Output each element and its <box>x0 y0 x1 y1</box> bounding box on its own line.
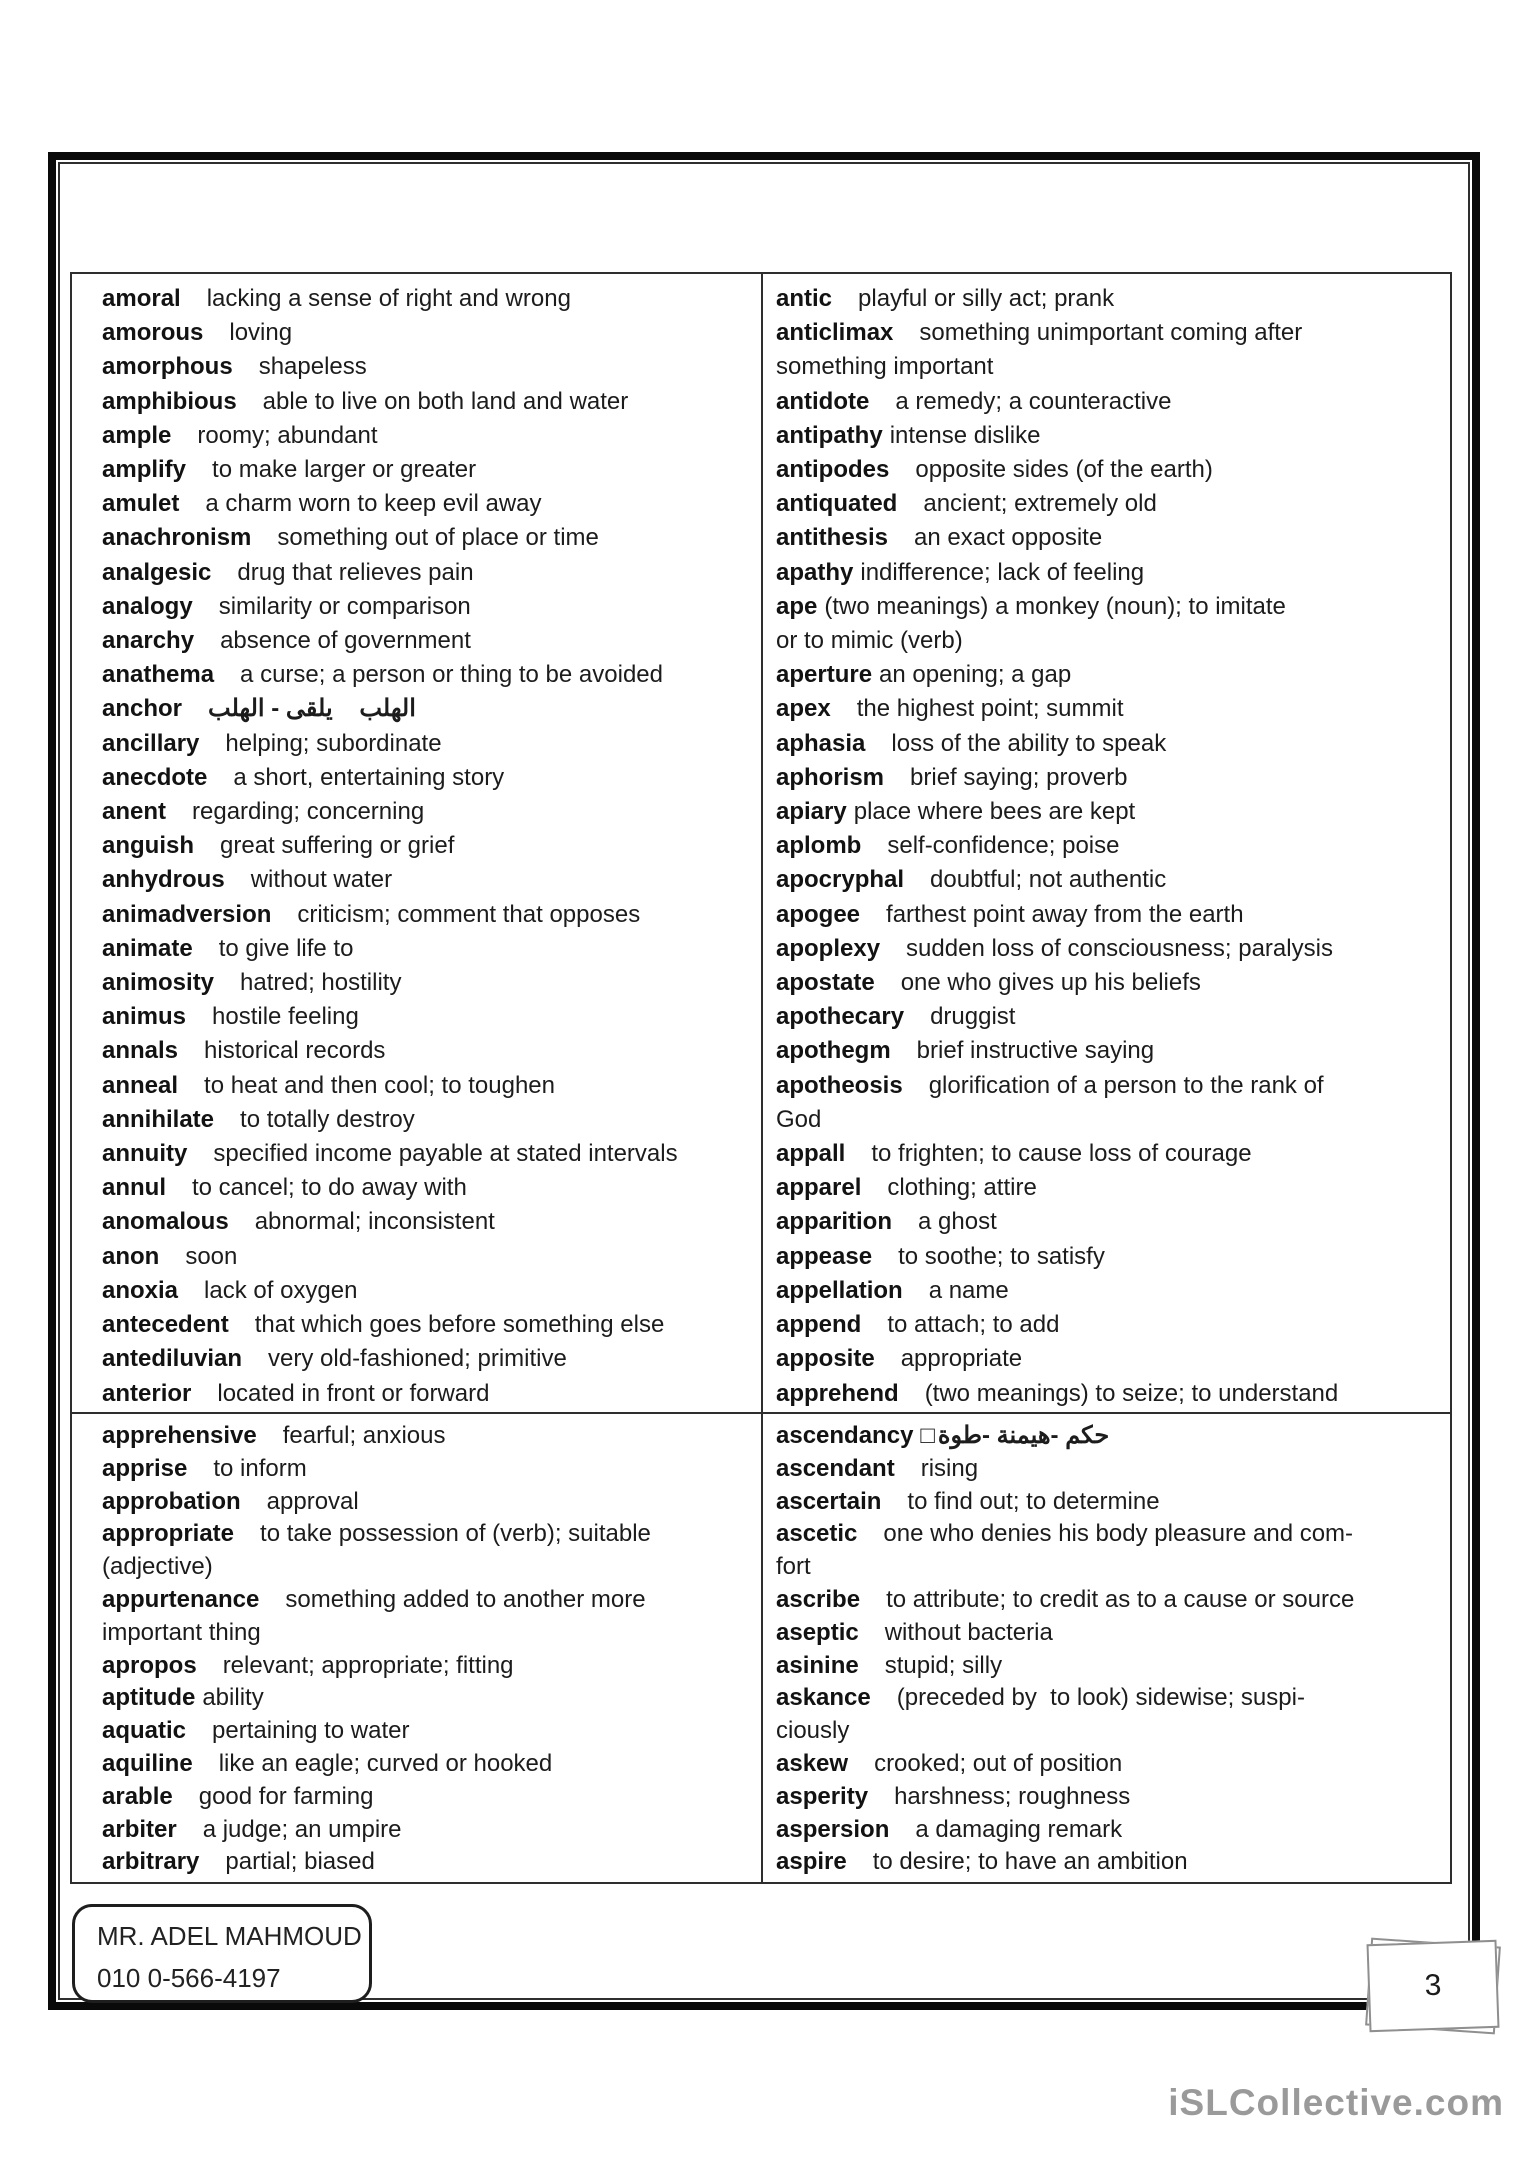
vocab-entry-annul <box>102 1171 755 1205</box>
vocab-entry-aperture <box>776 658 1444 692</box>
vocab-column <box>761 274 1450 1412</box>
vocab-definition: a curse; a person or thing to be avoided <box>240 661 663 689</box>
vocab-definition: approval <box>266 1487 359 1515</box>
vocab-definition: an opening; a gap <box>879 661 1072 689</box>
vocab-entry-anathema <box>102 658 755 692</box>
vocab-term: anachronism <box>102 524 252 552</box>
vocab-term: anoxia <box>102 1276 179 1304</box>
vocab-term: approbation <box>102 1487 241 1515</box>
vocab-term: askew <box>776 1749 849 1777</box>
vocab-entry-apoplexy <box>776 932 1444 966</box>
vocab-definition: ancient; extremely old <box>923 490 1157 518</box>
vocab-definition: like an eagle; curved or hooked <box>218 1749 553 1777</box>
vocab-definition: a ghost <box>918 1208 997 1236</box>
vocab-definition: something unimportant coming after <box>919 319 1303 347</box>
vocab-term: apropos <box>102 1651 197 1679</box>
vocab-term: apotheosis <box>776 1071 903 1099</box>
vocab-term: aquiline <box>102 1749 193 1777</box>
vocab-term: appropriate <box>102 1520 235 1548</box>
vocab-entry-aseptic <box>776 1617 1444 1650</box>
vocab-definition: harshness; roughness <box>894 1782 1131 1810</box>
vocab-term: analgesic <box>102 558 212 586</box>
vocab-term: annihilate <box>102 1105 215 1133</box>
vocab-term: anticlimax <box>776 319 894 347</box>
vocab-column <box>72 1414 761 1882</box>
vocab-definition: playful or silly act; prank <box>858 285 1115 312</box>
vocab-entry-annihilate <box>102 1103 755 1137</box>
vocab-entry-anecdote <box>102 761 755 795</box>
vocab-entry-aspire <box>776 1846 1444 1879</box>
vocab-entry-apocryphal <box>776 863 1444 897</box>
vocab-definition: a charm worn to keep evil away <box>205 490 542 518</box>
vocab-definition: without bacteria <box>884 1618 1053 1646</box>
vocab-term: ancillary <box>102 729 200 757</box>
vocab-term: anathema <box>102 661 215 689</box>
watermark-islcollective: iSLCollective.com <box>1168 2082 1504 2123</box>
vocab-definition-continuation: (adjective) <box>102 1553 213 1581</box>
vocab-term: askance <box>776 1684 871 1712</box>
vocab-term: anterior <box>102 1379 192 1407</box>
vocab-entry-apparel <box>776 1171 1444 1205</box>
vocab-definition: indifference; lack of feeling <box>860 558 1145 586</box>
vocab-definition: opposite sides (of the earth) <box>915 456 1213 484</box>
vocab-term: animus <box>102 1003 187 1031</box>
vocab-entry-asinine <box>776 1650 1444 1683</box>
vocab-entry-approbation <box>102 1486 755 1519</box>
vocab-term: ascribe <box>776 1585 861 1613</box>
vocab-definition: one who denies his body pleasure and com- <box>883 1520 1354 1548</box>
vocab-entry-analogy <box>102 590 755 624</box>
vocab-entry-anomalous <box>102 1205 755 1239</box>
vocab-table-1 <box>70 272 1452 1414</box>
vocab-entry-arbitrary <box>102 1846 755 1879</box>
vocab-term: apothegm <box>776 1037 891 1065</box>
vocab-entry-appellation <box>776 1274 1444 1308</box>
vocab-term: appall <box>776 1140 846 1168</box>
vocab-term: amulet <box>102 490 180 518</box>
vocab-definition: rising <box>920 1454 979 1482</box>
vocab-definition: criticism; comment that opposes <box>297 900 641 928</box>
vocab-entry-apogee <box>776 898 1444 932</box>
vocab-column <box>72 274 761 1412</box>
vocab-definition-continuation: something important <box>776 353 994 381</box>
vocab-definition: brief instructive saying <box>916 1037 1155 1065</box>
vocab-entry-antithesis <box>776 521 1444 555</box>
vocab-term: antecedent <box>102 1311 229 1339</box>
vocab-entry-antediluvian <box>102 1342 755 1376</box>
vocab-definition: clothing; attire <box>887 1174 1037 1202</box>
vocab-term: ascendancy <box>776 1422 914 1449</box>
vocab-entry-appease <box>776 1240 1444 1274</box>
vocab-term: arbitrary <box>102 1848 200 1876</box>
vocab-entry-apprehend <box>776 1377 1444 1411</box>
teacher-info-box <box>72 1904 372 2003</box>
vocab-definition: relevant; appropriate; fitting <box>222 1651 514 1679</box>
vocab-term: apposite <box>776 1345 875 1373</box>
vocab-entry-apparition <box>776 1205 1444 1239</box>
vocab-entry-amphibious <box>102 385 755 419</box>
vocab-entry-animate <box>102 932 755 966</box>
vocab-definition: الهلب يلقى - الهلب <box>208 695 416 723</box>
vocab-definition: located in front or forward <box>217 1379 490 1407</box>
vocab-definition: (preceded by to look) sidewise; suspi- <box>896 1684 1305 1712</box>
vocab-term: apiary <box>776 798 847 826</box>
vocab-entry-apothecary <box>776 1000 1444 1034</box>
vocab-entry-antiquated <box>776 487 1444 521</box>
vocab-definition: lacking a sense of right and wrong <box>206 285 571 312</box>
vocab-term: apothecary <box>776 1003 905 1031</box>
vocab-term: apprehend <box>776 1379 899 1407</box>
vocab-entry-apprise <box>102 1453 755 1486</box>
vocab-definition: crooked; out of position <box>874 1749 1123 1777</box>
vocab-entry-anterior <box>102 1377 755 1411</box>
vocab-term: aphasia <box>776 729 866 757</box>
vocab-term: anguish <box>102 832 195 860</box>
vocab-entry-aphasia <box>776 727 1444 761</box>
vocab-definition: able to live on both land and water <box>262 387 629 415</box>
vocab-definition: intense dislike <box>889 421 1041 449</box>
vocab-entry-animus <box>102 1000 755 1034</box>
vocab-term: antidote <box>776 387 870 415</box>
vocab-definition: one who gives up his beliefs <box>900 969 1201 997</box>
vocab-term: aphorism <box>776 763 885 791</box>
vocab-term: aperture <box>776 661 873 689</box>
vocab-entry-apiary <box>776 795 1444 829</box>
vocab-definition: partial; biased <box>225 1848 375 1876</box>
vocab-term: analogy <box>102 592 193 620</box>
vocab-term: apocryphal <box>776 866 905 894</box>
vocab-entry-amplify <box>102 453 755 487</box>
vocab-definition: hostile feeling <box>212 1003 359 1031</box>
vocab-entry-append <box>776 1308 1444 1342</box>
vocab-term: asinine <box>776 1651 859 1679</box>
vocab-entry-aquiline <box>102 1748 755 1781</box>
vocab-term: apostate <box>776 969 875 997</box>
vocab-term: amplify <box>102 456 187 484</box>
vocab-definition: roomy; abundant <box>197 421 378 449</box>
vocab-term: anarchy <box>102 627 195 655</box>
page-number: 3 <box>1424 1968 1442 2003</box>
vocab-definition: doubtful; not authentic <box>930 866 1167 894</box>
vocab-definition: to soothe; to satisfy <box>898 1242 1105 1270</box>
vocab-term: amphibious <box>102 387 237 415</box>
vocab-entry-apropos <box>102 1650 755 1683</box>
vocab-entry-annuity <box>102 1137 755 1171</box>
vocab-entry-analgesic <box>102 556 755 590</box>
vocab-term: antipodes <box>776 456 890 484</box>
vocab-term: apathy <box>776 558 854 586</box>
vocab-term: aptitude <box>102 1684 196 1712</box>
vocab-definition: to give life to <box>218 934 354 962</box>
vocab-table-2 <box>70 1412 1452 1884</box>
vocab-definition: shapeless <box>258 353 367 381</box>
vocab-entry-anoxia <box>102 1274 755 1308</box>
vocab-term: amorphous <box>102 353 233 381</box>
vocab-entry-asperity <box>776 1781 1444 1814</box>
vocab-entry-arbiter <box>102 1814 755 1847</box>
vocab-definition: great suffering or grief <box>220 832 455 860</box>
vocab-definition: historical records <box>204 1037 386 1065</box>
vocab-term: antiquated <box>776 490 898 518</box>
vocab-definition: that which goes before something else <box>254 1311 665 1339</box>
vocab-definition: to cancel; to do away with <box>192 1174 467 1202</box>
vocab-entry-ascertain <box>776 1486 1444 1519</box>
vocab-definition: to frighten; to cause loss of courage <box>871 1140 1252 1168</box>
vocab-entry-apex <box>776 692 1444 726</box>
vocab-entry-ascendant <box>776 1453 1444 1486</box>
vocab-definition: a name <box>928 1276 1009 1304</box>
vocab-definition: stupid; silly <box>884 1651 1003 1679</box>
vocab-definition: helping; subordinate <box>225 729 442 757</box>
vocab-term: apparel <box>776 1174 862 1202</box>
vocab-entry-apothegm <box>776 1034 1444 1068</box>
vocab-entry-antecedent <box>102 1308 755 1342</box>
vocab-term: anon <box>102 1242 160 1270</box>
vocab-definition: the highest point; summit <box>856 695 1124 723</box>
vocab-column <box>761 1414 1450 1882</box>
vocab-definition: fearful; anxious <box>282 1422 446 1449</box>
vocab-term: ascendant <box>776 1454 895 1482</box>
vocab-term: aplomb <box>776 832 862 860</box>
vocab-term: annuity <box>102 1140 188 1168</box>
vocab-entry-apostate <box>776 966 1444 1000</box>
missing-glyph-box: □ <box>920 1422 935 1449</box>
vocab-entry-apotheosis <box>776 1069 1444 1103</box>
vocab-entry-anhydrous <box>102 863 755 897</box>
vocab-definition: a remedy; a counteractive <box>895 387 1172 415</box>
vocab-entry-anon <box>102 1240 755 1274</box>
vocab-entry-animadversion <box>102 898 755 932</box>
vocab-definition: pertaining to water <box>212 1717 410 1745</box>
vocab-entry-apposite <box>776 1342 1444 1376</box>
vocab-definition: (two meanings) a monkey (noun); to imitate <box>824 592 1286 620</box>
vocab-term: amoral <box>102 285 181 312</box>
vocab-definition: to find out; to determine <box>907 1487 1160 1515</box>
vocab-entry-antic <box>776 282 1444 316</box>
vocab-definition-continuation: important thing <box>102 1618 261 1646</box>
vocab-term: apoplexy <box>776 934 881 962</box>
vocab-entry-anarchy <box>102 624 755 658</box>
vocab-definition: brief saying; proverb <box>910 763 1128 791</box>
vocab-entry-aptitude <box>102 1682 755 1715</box>
vocab-term: appease <box>776 1242 873 1270</box>
vocab-definition-continuation: or to mimic (verb) <box>776 627 963 655</box>
vocab-term: anhydrous <box>102 866 225 894</box>
vocab-entry-amorous <box>102 316 755 350</box>
vocab-term: anent <box>102 798 167 826</box>
vocab-definition: very old-fashioned; primitive <box>268 1345 567 1373</box>
vocab-term: anchor <box>102 695 183 723</box>
vocab-definition: to take possession of (verb); suitable <box>260 1520 651 1548</box>
vocab-entry-ancillary <box>102 727 755 761</box>
vocab-entry-anguish <box>102 829 755 863</box>
vocab-definition: abnormal; inconsistent <box>254 1208 495 1236</box>
vocab-entry-anneal <box>102 1069 755 1103</box>
vocab-definition: a short, entertaining story <box>233 763 505 791</box>
vocab-definition: place where bees are kept <box>853 798 1136 826</box>
vocab-entry-annals <box>102 1034 755 1068</box>
vocab-definition: farthest point away from the earth <box>886 900 1244 928</box>
vocab-definition-continuation: God <box>776 1105 822 1133</box>
vocab-entry-anticlimax <box>776 316 1444 350</box>
vocab-term: aquatic <box>102 1717 187 1745</box>
vocab-entry-askance <box>776 1682 1444 1715</box>
vocab-definition: to make larger or greater <box>212 456 477 484</box>
vocab-term: append <box>776 1311 862 1339</box>
vocab-entry-ascribe <box>776 1584 1444 1617</box>
vocab-definition: soon <box>185 1242 238 1270</box>
vocab-entry-amulet <box>102 487 755 521</box>
vocab-definition: ability <box>202 1684 264 1712</box>
teacher-phone: 010 0-566-4197 <box>97 1963 281 1993</box>
vocab-definition-continuation: fort <box>776 1553 811 1581</box>
vocab-definition: to inform <box>213 1454 307 1482</box>
vocab-term: anneal <box>102 1071 179 1099</box>
vocab-term: apex <box>776 695 831 723</box>
vocab-entry-anchor <box>102 692 755 726</box>
vocab-entry-appall <box>776 1137 1444 1171</box>
vocab-entry-ample <box>102 419 755 453</box>
vocab-definition: specified income payable at stated intervals <box>213 1140 678 1168</box>
vocab-entry-aphorism <box>776 761 1444 795</box>
vocab-entry-aspersion <box>776 1814 1444 1847</box>
vocab-definition: glorification of a person to the rank of <box>928 1071 1324 1099</box>
vocab-definition: hatred; hostility <box>240 969 402 997</box>
vocab-entry-antipathy <box>776 419 1444 453</box>
vocab-term: aspire <box>776 1848 847 1876</box>
vocab-definition: lack of oxygen <box>204 1276 358 1304</box>
vocab-definition: absence of government <box>220 627 471 655</box>
vocab-definition: drug that relieves pain <box>237 558 474 586</box>
vocab-term: animosity <box>102 969 215 997</box>
vocab-term: annul <box>102 1174 166 1202</box>
vocab-definition: without water <box>250 866 393 894</box>
vocab-definition: loss of the ability to speak <box>891 729 1167 757</box>
vocab-term: ample <box>102 421 172 449</box>
vocab-entry-aquatic <box>102 1715 755 1748</box>
vocab-definition: to heat and then cool; to toughen <box>204 1071 555 1099</box>
vocab-definition-continuation: ciously <box>776 1717 850 1745</box>
page-number-note-front-sheet <box>1367 1940 1500 2032</box>
vocab-term: apparition <box>776 1208 893 1236</box>
vocab-definition: similarity or comparison <box>218 592 471 620</box>
vocab-term: apprehensive <box>102 1422 257 1449</box>
vocab-term: asperity <box>776 1782 869 1810</box>
vocab-term: antic <box>776 285 833 312</box>
vocab-term: ascertain <box>776 1487 882 1515</box>
vocab-definition: (two meanings) to seize; to understand <box>924 1379 1339 1407</box>
vocab-definition: to desire; to have an ambition <box>872 1848 1188 1876</box>
page-number-note <box>1368 1942 1498 2030</box>
vocab-entry-ape <box>776 590 1444 624</box>
vocab-entry-appropriate <box>102 1518 755 1551</box>
vocab-entry-anent <box>102 795 755 829</box>
vocab-term: ape <box>776 592 818 620</box>
vocab-entry-askew <box>776 1748 1444 1781</box>
vocab-term: arbiter <box>102 1815 177 1843</box>
vocab-definition: to attach; to add <box>887 1311 1060 1339</box>
vocab-definition: regarding; concerning <box>192 798 425 826</box>
vocab-term: arable <box>102 1782 173 1810</box>
vocab-term: appurtenance <box>102 1585 260 1613</box>
vocab-term: antediluvian <box>102 1345 243 1373</box>
vocab-definition: a damaging remark <box>915 1815 1123 1843</box>
vocab-definition: something added to another more <box>285 1585 646 1613</box>
vocab-definition: good for farming <box>198 1782 374 1810</box>
vocab-definition: druggist <box>930 1003 1016 1031</box>
vocab-term: annals <box>102 1037 179 1065</box>
vocab-definition: something out of place or time <box>277 524 599 552</box>
vocab-term: antithesis <box>776 524 889 552</box>
vocab-entry-appurtenance <box>102 1584 755 1617</box>
vocab-entry-ascendancy <box>776 1420 1444 1453</box>
vocab-entry-anachronism <box>102 521 755 555</box>
vocab-definition: to totally destroy <box>240 1105 415 1133</box>
vocab-term: appellation <box>776 1276 903 1304</box>
vocab-entry-animosity <box>102 966 755 1000</box>
vocab-entry-antipodes <box>776 453 1444 487</box>
vocab-entry-amoral <box>102 282 755 316</box>
vocab-definition: appropriate <box>900 1345 1023 1373</box>
vocab-entry-ascetic <box>776 1518 1444 1551</box>
vocab-term: animadversion <box>102 900 272 928</box>
vocab-definition: حكم -هيمنة -طوة <box>937 1422 1110 1449</box>
vocab-term: aseptic <box>776 1618 859 1646</box>
vocab-entry-apprehensive <box>102 1420 755 1453</box>
vocab-definition: loving <box>229 319 293 347</box>
vocab-entry-aplomb <box>776 829 1444 863</box>
vocab-entry-apathy <box>776 556 1444 590</box>
vocab-term: apprise <box>102 1454 188 1482</box>
vocab-term: ascetic <box>776 1520 858 1548</box>
vocab-entry-arable <box>102 1781 755 1814</box>
vocab-definition: to attribute; to credit as to a cause or source <box>886 1585 1355 1613</box>
vocab-definition: self-confidence; poise <box>887 832 1120 860</box>
teacher-name: MR. ADEL MAHMOUD <box>97 1921 362 1951</box>
vocab-definition: sudden loss of consciousness; paralysis <box>906 934 1333 962</box>
vocab-entry-amorphous <box>102 350 755 384</box>
vocab-term: anomalous <box>102 1208 229 1236</box>
vocab-definition: an exact opposite <box>914 524 1103 552</box>
vocab-term: anecdote <box>102 763 208 791</box>
vocab-definition: a judge; an umpire <box>202 1815 402 1843</box>
vocab-term: apogee <box>776 900 861 928</box>
vocab-term: antipathy <box>776 421 883 449</box>
vocab-term: amorous <box>102 319 204 347</box>
vocab-entry-antidote <box>776 385 1444 419</box>
vocab-term: aspersion <box>776 1815 890 1843</box>
vocab-term: animate <box>102 934 193 962</box>
